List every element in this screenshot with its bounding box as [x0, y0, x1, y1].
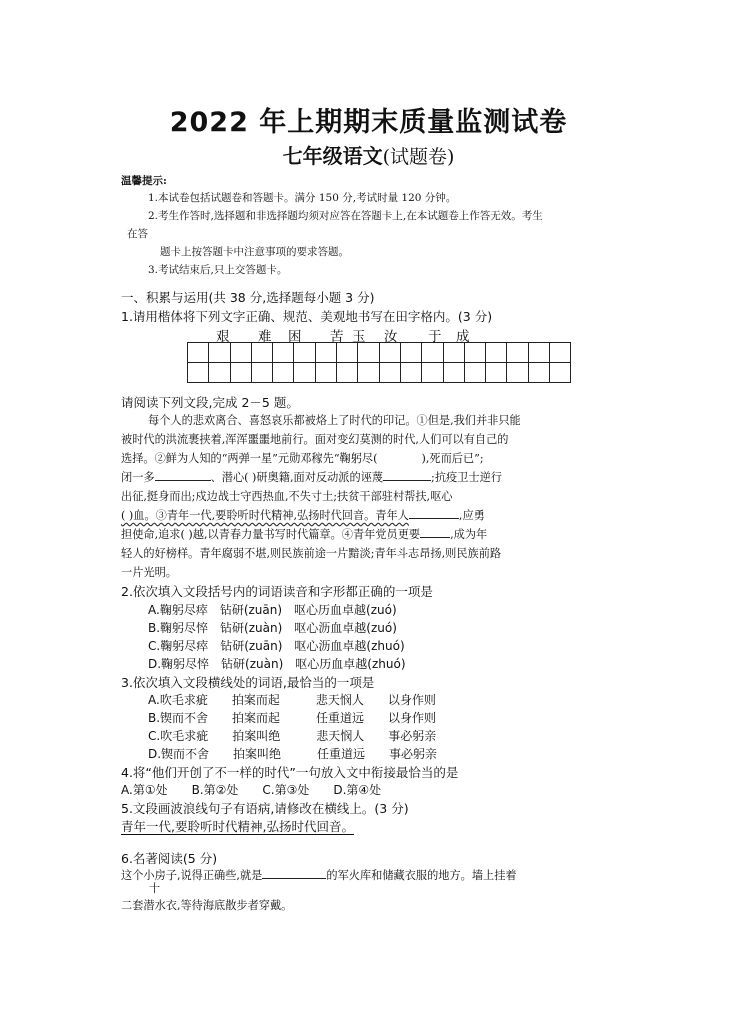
q5-answer-line[interactable]: 青年一代,要聆听时代精神,弘扬时代回音。: [121, 819, 354, 834]
subtitle-paren: (试题卷): [382, 146, 455, 168]
q6-line: 二套潜水衣,等待海底散步者穿戴。: [121, 899, 293, 912]
q1-char: 困: [288, 329, 302, 345]
passage-line: 担使命,追求( )越,以青春力量书写时代篇章。④青年党员更要 ,成为年: [121, 528, 488, 541]
passage-line: 被时代的洪流裹挟着,浑浑噩噩地前行。面对变幻莫测的时代,人们可以有自己的: [121, 433, 509, 446]
tips-heading: 温馨提示:: [121, 175, 167, 187]
q2-stem: 2.依次填入文段括号内的词语读音和字形都正确的一项是: [121, 584, 433, 599]
blank-line[interactable]: [420, 537, 450, 538]
blank-line[interactable]: [409, 518, 459, 519]
blank-line[interactable]: [155, 480, 211, 481]
q1-char: 成: [456, 329, 470, 345]
q1-char: 难: [258, 329, 272, 345]
tip-line-2c: 题卡上按答题卡中注意事项的要求答题。: [160, 246, 349, 258]
q1-chars: [0, 325, 737, 343]
q1-stem: 1.请用楷体将下列文字正确、规范、美观地书写在田字格内。(3 分): [121, 309, 493, 324]
q1-char: 艰: [216, 329, 230, 345]
q2-option[interactable]: D.鞠躬尽悴 钻研(zuàn) 呕心历血卓越(zhuó): [148, 657, 406, 671]
exam-title: 2022 年上期期末质量监测试卷: [169, 107, 568, 138]
tip-line-3: 3.考试结束后,只上交答题卡。: [148, 264, 288, 276]
q2-option[interactable]: A.鞠躬尽瘁 钻研(zuān) 呕心历血卓越(zuó): [148, 603, 397, 617]
q3-option[interactable]: B.锲而不舍 拍案而起 任重道远 以身作则: [148, 711, 437, 725]
q1-char: 汝: [384, 329, 398, 345]
q6-line-wrap: 十: [149, 882, 161, 895]
section1-heading: 一、积累与运用(共 38 分,选择题每小题 3 分): [121, 290, 375, 305]
passage-line: 闭一多 、潜心( )研奥籍,面对反动派的诬蔑 ;抗疫卫士逆行: [121, 471, 502, 484]
q2-option[interactable]: B.鞠躬尽悴 钻研(zuàn) 呕心沥血卓越(zuó): [148, 621, 397, 635]
q6-stem: 6.名著阅读(5 分): [121, 851, 218, 866]
subtitle-main: 七年级语文: [282, 144, 383, 168]
passage-line: 选择。②鲜为人知的“两弹一星”元勋邓稼先“鞠躬尽( ),死而后已”;: [121, 452, 484, 465]
q1-char: 玉: [352, 329, 366, 345]
tip-line-2a: 2.考生作答时,选择题和非选择题均须对应答在答题卡上,在本试题卷上作答无效。考生: [148, 210, 543, 222]
q6-line: 这个小房子,说得正确些,就是 的军火库和储藏衣服的地方。墙上挂着: [121, 869, 517, 882]
q4-stem: 4.将“他们开创了不一样的时代”一句放入文中衔接最恰当的是: [121, 765, 459, 780]
q3-option[interactable]: D.锲而不舍 拍案叫绝 任重道远 事必躬亲: [148, 747, 438, 761]
q3-option[interactable]: A.吹毛求疵 拍案而起 悲天悯人 以身作则: [148, 693, 436, 707]
passage-line: 出征,挺身而出;戍边战士守西热血,不失寸土;扶贫干部驻村帮扶,呕心: [121, 490, 453, 503]
passage-line: ( )血。③青年一代,要聆听时代精神,弘扬时代回音。青年人 ,应勇: [121, 509, 485, 522]
q1-char: 于: [428, 329, 442, 345]
tian-grid[interactable]: [187, 342, 571, 383]
tip-line-1: 1.本试卷包括试题卷和答题卡。满分 150 分,考试时量 120 分钟。: [148, 192, 457, 204]
passage-intro: 请阅读下列文段,完成 2－5 题。: [121, 395, 299, 410]
tip-line-2b: 在答: [127, 228, 148, 240]
blank-line[interactable]: [262, 878, 326, 879]
q1-char: 苦: [330, 329, 344, 345]
exam-subtitle: [0, 140, 737, 169]
passage-line: 每个人的悲欢离合、喜怒哀乐都被烙上了时代的印记。①但是,我们并非只能: [148, 414, 521, 427]
q2-option[interactable]: C.鞠躬尽瘁 钻研(zuān) 呕心沥血卓越(zhuó): [148, 639, 405, 653]
q3-stem: 3.依次填入文段横线处的词语,最恰当的一项是: [121, 675, 375, 690]
q4-options[interactable]: A.第①处 B.第②处 C.第③处 D.第④处: [121, 783, 382, 797]
passage-line: 轻人的好榜样。青年腐弱不堪,则民族前途一片黯淡;青年斗志昂扬,则民族前路: [121, 547, 502, 560]
q5-stem: 5.文段画波浪线句子有语病,请修改在横线上。(3 分): [121, 801, 409, 816]
passage-line: 一片光明。: [121, 566, 177, 579]
q3-option[interactable]: C.吹毛求疵 拍案叫绝 悲天悯人 事必躬亲: [148, 729, 437, 743]
blank-line[interactable]: [383, 480, 431, 481]
